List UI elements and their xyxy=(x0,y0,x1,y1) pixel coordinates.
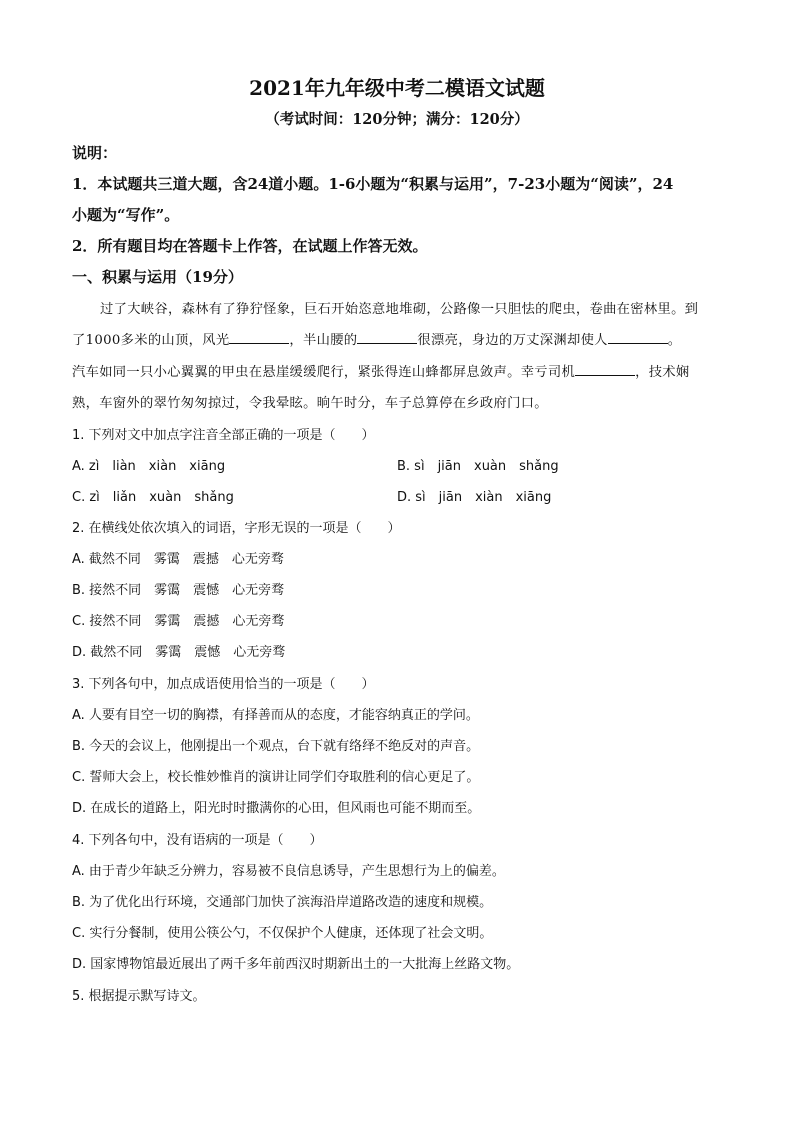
passage-text: 汽车如同一只小心翼翼的甲虫在悬崖缓缓爬行，紧张得连山蜂都屏息敛声。幸亏司机 xyxy=(72,365,576,380)
passage-line-2 xyxy=(72,329,722,348)
question-1-option-d: D. sì jiān xiàn xiāng xyxy=(397,490,552,505)
question-4-option-d: D. 国家博物馆最近展出了两千多年前西汉时期新出土的一大批海上丝路文物。 xyxy=(72,957,520,972)
question-3-option-d: D. 在成长的道路上，阳光时时撒满你的心田，但风雨也可能不期而至。 xyxy=(72,801,481,816)
passage-line-4: 熟，车窗外的翠竹匆匆掠过，令我晕眩。晌午时分，车子总算停在乡政府门口。 xyxy=(72,396,548,411)
question-4-option-a: A. 由于青少年缺乏分辨力，容易被不良信息诱导，产生思想行为上的偏差。 xyxy=(72,864,505,879)
question-1-stem: 1. 下列对文中加点字注音全部正确的一项是（ ） xyxy=(72,428,375,443)
instruction-item-1: 1．本试题共三道大题，含24道小题。1-6小题为“积累与运用”，7-23小题为“阅读”，24 xyxy=(72,175,674,193)
exam-time-info: （考试时间：120分钟；满分：120分） xyxy=(265,111,529,128)
instruction-item-2: 2．所有题目均在答题卡上作答，在试题上作答无效。 xyxy=(72,237,428,255)
question-3-option-c: C. 誓师大会上，校长惟妙惟肖的演讲让同学们夺取胜利的信心更足了。 xyxy=(72,770,480,785)
question-2-option-a: A. 截然不同 雾霭 震撼 心无旁骛 xyxy=(72,552,284,567)
passage-text: 了1000多米的山顶，风光 xyxy=(72,333,230,348)
fill-blank-4 xyxy=(575,363,635,376)
passage-text: ，半山腰的 xyxy=(289,333,358,348)
passage-line-3 xyxy=(72,361,722,380)
question-2-option-d: D. 截然不同 雾霭 震憾 心无旁骛 xyxy=(72,645,286,660)
passage-text: ，技术娴 xyxy=(635,365,690,380)
question-2-option-b: B. 接然不同 雾霭 震憾 心无旁骛 xyxy=(72,583,285,598)
fill-blank-3 xyxy=(608,331,668,344)
question-3-option-a: A. 人要有目空一切的胸襟，有择善而从的态度，才能容纳真正的学问。 xyxy=(72,708,479,723)
passage-text: 很漂亮，身边的万丈深渊却使人 xyxy=(417,333,608,348)
page-title: 2021年九年级中考二模语文试题 xyxy=(249,76,545,100)
question-5-stem: 5. 根据提示默写诗文。 xyxy=(72,989,206,1004)
question-1-option-b: B. sì jiān xuàn shǎng xyxy=(397,459,559,474)
question-3-option-b: B. 今天的会议上，他刚提出一个观点，台下就有络绎不绝反对的声音。 xyxy=(72,739,480,754)
question-1-option-c: C. zì liǎn xuàn shǎng xyxy=(72,490,234,505)
section-heading: 一、积累与运用（19分） xyxy=(72,268,243,286)
question-4-stem: 4. 下列各句中，没有语病的一项是（ ） xyxy=(72,833,323,848)
passage-line-1: 过了大峡谷，森林有了狰狞怪象，巨石开始恣意地堆砌，公路像一只胆怯的爬虫，卷曲在密林里。到 xyxy=(100,302,699,317)
passage-text: 。 xyxy=(667,333,682,348)
instruction-item-1-continued: 小题为“写作”。 xyxy=(72,206,180,224)
question-4-option-b: B. 为了优化出行环境，交通部门加快了滨海沿岸道路改造的速度和规模。 xyxy=(72,895,493,910)
question-2-stem: 2. 在横线处依次填入的词语，字形无误的一项是（ ） xyxy=(72,521,401,536)
question-2-option-c: C. 接然不同 雾霭 震撼 心无旁骛 xyxy=(72,614,285,629)
fill-blank-1 xyxy=(229,331,289,344)
fill-blank-2 xyxy=(357,331,417,344)
question-4-option-c: C. 实行分餐制，使用公筷公勺，不仅保护个人健康，还体现了社会文明。 xyxy=(72,926,493,941)
question-1-option-a: A. zì liàn xiàn xiāng xyxy=(72,459,226,474)
instructions-label: 说明： xyxy=(72,144,118,162)
question-3-stem: 3. 下列各句中，加点成语使用恰当的一项是（ ） xyxy=(72,677,375,692)
